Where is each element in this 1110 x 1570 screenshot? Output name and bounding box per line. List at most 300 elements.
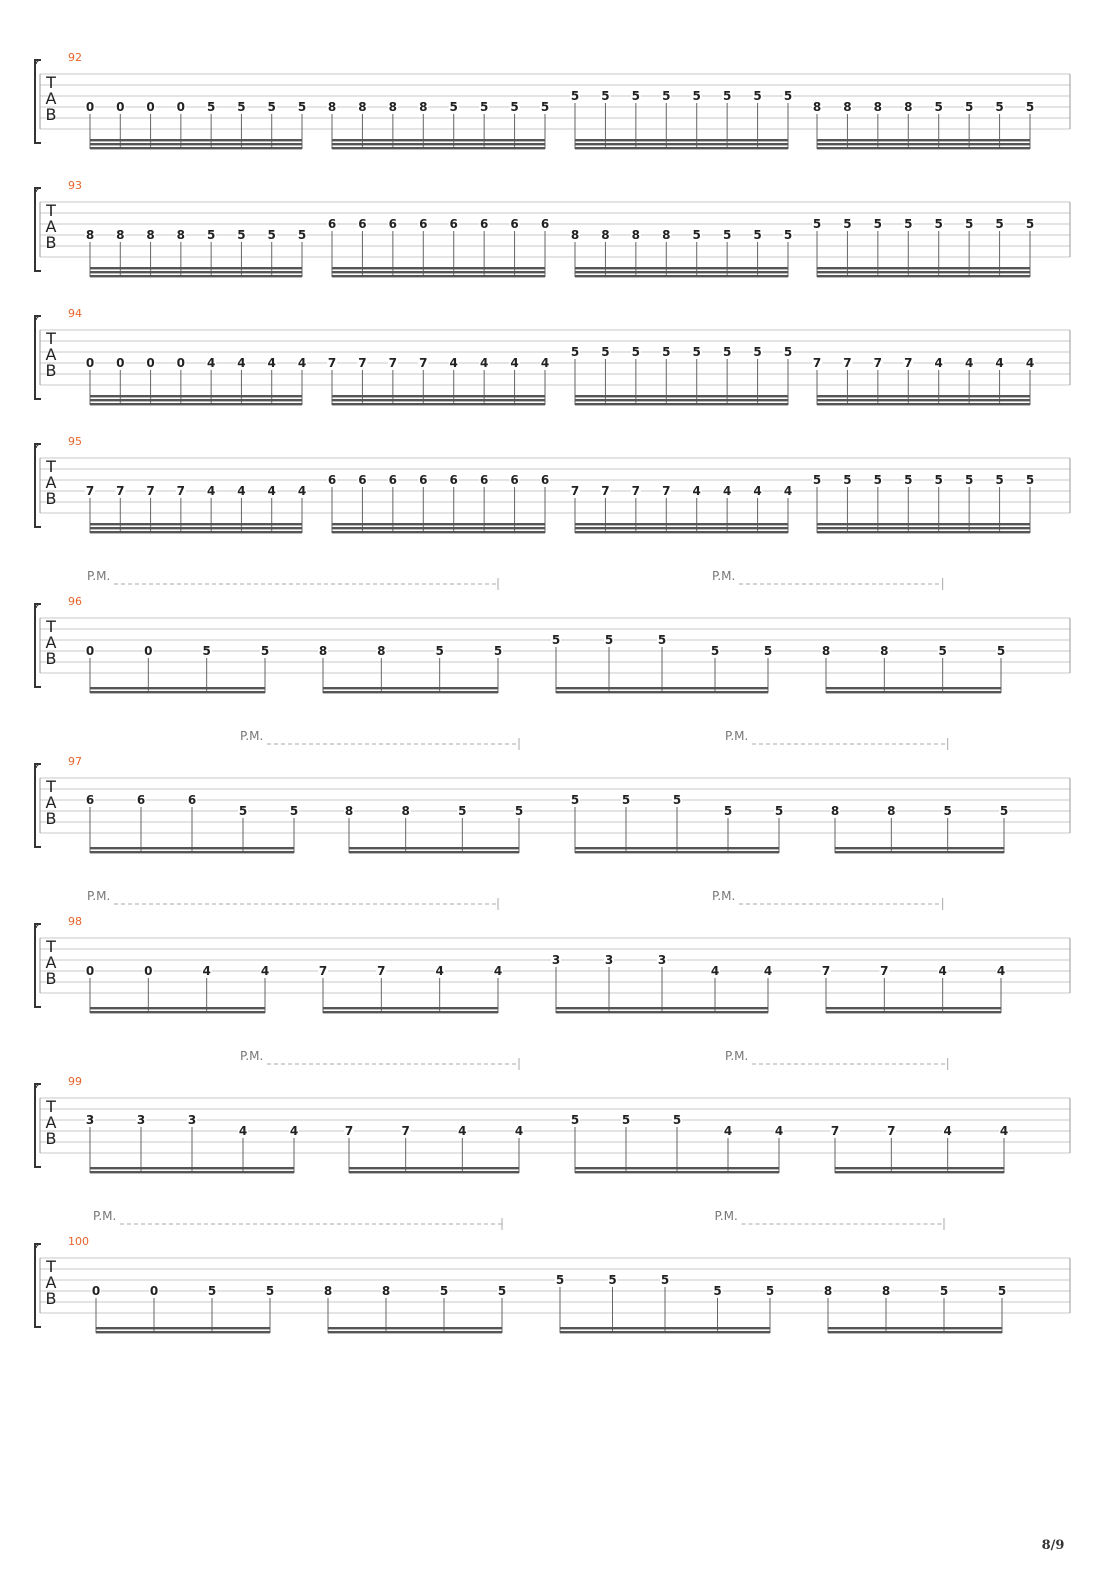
beam (323, 1007, 498, 1009)
fret-number: 5 (449, 100, 458, 114)
fret-number: 5 (662, 89, 671, 103)
fret-number: 4 (996, 964, 1006, 978)
beam (90, 1011, 265, 1013)
fret-number: 4 (237, 484, 246, 498)
fret-number: 7 (85, 484, 95, 498)
fret-number: 5 (604, 633, 614, 647)
fret-number: 5 (555, 1273, 565, 1287)
fret-number: 0 (146, 100, 155, 114)
fret-number: 5 (964, 217, 974, 231)
fret-number: 5 (265, 1284, 275, 1298)
fret-number: 0 (146, 356, 155, 370)
tab-clef-letter: B (45, 489, 57, 508)
beam (826, 687, 1001, 689)
fret-number: 0 (85, 100, 95, 114)
fret-number: 0 (91, 1284, 101, 1298)
fret-number: 4 (710, 964, 720, 978)
fret-number: 7 (601, 484, 610, 498)
tab-clef-letter: T (46, 329, 56, 348)
fret-number: 3 (551, 953, 561, 967)
palm-mute-label: P.M. (87, 889, 111, 903)
palm-mute-label: P.M. (714, 1209, 738, 1223)
fret-number: 0 (176, 356, 186, 370)
fret-number: 5 (608, 1273, 617, 1287)
measure-number: 92 (68, 51, 82, 64)
fret-number: 8 (116, 228, 125, 242)
beam (332, 147, 545, 149)
fret-number: 5 (662, 345, 671, 359)
beam (575, 271, 788, 273)
fret-number: 5 (996, 644, 1006, 658)
fret-number: 5 (783, 345, 793, 359)
fret-number: 5 (570, 345, 580, 359)
fret-number: 7 (377, 964, 386, 978)
fret-number: 4 (267, 356, 276, 370)
fret-number: 7 (570, 484, 580, 498)
measure-number: 99 (68, 1075, 82, 1088)
beam (90, 851, 294, 853)
beam (556, 1007, 768, 1009)
palm-mute-label: P.M. (240, 1049, 264, 1063)
beam (332, 399, 545, 401)
beam (332, 271, 545, 273)
fret-number: 6 (479, 217, 489, 231)
fret-number: 8 (887, 804, 896, 818)
fret-number: 8 (358, 100, 367, 114)
palm-mute-label: P.M. (725, 1049, 749, 1063)
fret-number: 5 (783, 89, 793, 103)
fret-number: 7 (830, 1124, 840, 1138)
beam (817, 523, 1030, 525)
beam (328, 1331, 502, 1333)
fret-number: 5 (753, 89, 762, 103)
fret-number: 5 (722, 89, 732, 103)
fret-number: 0 (144, 964, 153, 978)
beam (826, 1007, 1001, 1009)
beam (575, 395, 788, 397)
fret-number: 7 (116, 484, 125, 498)
measure-number: 97 (68, 755, 82, 768)
fret-number: 5 (753, 228, 762, 242)
beam (817, 271, 1030, 273)
fret-number: 6 (479, 473, 489, 487)
fret-number: 8 (881, 1284, 891, 1298)
beam (332, 527, 545, 529)
fret-number: 7 (419, 356, 428, 370)
fret-number: 5 (289, 804, 299, 818)
fret-number: 8 (146, 228, 155, 242)
tab-clef-letter: T (46, 73, 56, 92)
tab-clef-letter: T (46, 457, 56, 476)
fret-number: 4 (722, 484, 732, 498)
fret-number: 4 (238, 1124, 248, 1138)
fret-number: 7 (388, 356, 398, 370)
fret-number: 4 (237, 356, 246, 370)
fret-number: 6 (419, 473, 428, 487)
fret-number: 5 (621, 1113, 631, 1127)
fret-number: 4 (479, 356, 489, 370)
fret-number: 6 (388, 217, 398, 231)
fret-number: 5 (939, 1284, 949, 1298)
beam (332, 395, 545, 397)
fret-number: 6 (136, 793, 146, 807)
fret-number: 8 (904, 100, 913, 114)
palm-mute-label: P.M. (240, 729, 264, 743)
fret-number: 7 (358, 356, 367, 370)
beam (560, 1331, 770, 1333)
fret-number: 0 (176, 100, 186, 114)
tab-clef-letter: A (45, 953, 57, 972)
beam (817, 395, 1030, 397)
fret-number: 5 (202, 644, 211, 658)
fret-number: 3 (136, 1113, 146, 1127)
tab-clef-letter: B (45, 969, 57, 988)
fret-number: 5 (722, 345, 732, 359)
beam (835, 847, 1004, 849)
fret-number: 4 (995, 356, 1004, 370)
fret-number: 7 (821, 964, 831, 978)
fret-number: 4 (774, 1124, 784, 1138)
fret-number: 5 (710, 644, 720, 658)
fret-number: 6 (449, 217, 458, 231)
beam (90, 691, 265, 693)
beam (817, 275, 1030, 277)
tab-clef-letter: B (45, 1289, 57, 1308)
fret-number: 7 (146, 484, 155, 498)
fret-number: 6 (449, 473, 458, 487)
fret-number: 5 (1025, 473, 1035, 487)
beam (817, 403, 1030, 405)
fret-number: 5 (765, 1284, 775, 1298)
beam (575, 527, 788, 529)
fret-number: 4 (753, 484, 762, 498)
fret-number: 5 (873, 473, 883, 487)
beam (575, 275, 788, 277)
tab-clef-letter: A (45, 1273, 57, 1292)
fret-number: 5 (692, 345, 701, 359)
beam (332, 403, 545, 405)
fret-number: 4 (510, 356, 519, 370)
fret-number: 5 (238, 804, 248, 818)
beam (556, 691, 768, 693)
fret-number: 5 (540, 100, 550, 114)
fret-number: 5 (672, 793, 682, 807)
fret-number: 4 (723, 1124, 733, 1138)
beam (817, 139, 1030, 141)
fret-number: 5 (237, 100, 246, 114)
fret-number: 5 (493, 644, 503, 658)
fret-number: 7 (812, 356, 822, 370)
fret-number: 4 (206, 484, 216, 498)
tab-clef-letter: A (45, 473, 57, 492)
fret-number: 6 (358, 217, 367, 231)
fret-number: 5 (514, 804, 524, 818)
beam (90, 1171, 294, 1173)
beam (90, 275, 302, 277)
fret-number: 5 (722, 228, 732, 242)
measure-number: 98 (68, 915, 82, 928)
fret-number: 4 (1025, 356, 1035, 370)
beam (349, 851, 519, 853)
fret-number: 4 (540, 356, 550, 370)
fret-number: 8 (830, 804, 840, 818)
fret-number: 4 (449, 356, 458, 370)
fret-number: 5 (904, 473, 913, 487)
beam (349, 1171, 519, 1173)
fret-number: 4 (206, 356, 216, 370)
fret-number: 5 (934, 473, 943, 487)
measure-number: 94 (68, 307, 82, 320)
fret-number: 5 (783, 228, 793, 242)
beam (332, 139, 545, 141)
fret-number: 5 (551, 633, 561, 647)
beam (575, 147, 788, 149)
measure-number: 100 (68, 1235, 89, 1248)
fret-number: 5 (510, 100, 519, 114)
beam (90, 395, 302, 397)
fret-number: 8 (873, 100, 883, 114)
beam (96, 1331, 270, 1333)
beam (323, 687, 498, 689)
fret-number: 0 (144, 644, 153, 658)
fret-number: 4 (692, 484, 701, 498)
fret-number: 8 (812, 100, 822, 114)
fret-number: 5 (995, 100, 1004, 114)
fret-number: 5 (1025, 217, 1035, 231)
fret-number: 5 (260, 644, 270, 658)
fret-number: 8 (570, 228, 580, 242)
fret-number: 4 (964, 356, 974, 370)
fret-number: 5 (904, 217, 913, 231)
beam (575, 267, 788, 269)
fret-number: 5 (297, 100, 307, 114)
fret-number: 5 (570, 1113, 580, 1127)
beam (349, 847, 519, 849)
fret-number: 6 (510, 473, 519, 487)
tab-clef-letter: T (46, 1257, 56, 1276)
fret-number: 4 (763, 964, 773, 978)
fret-number: 5 (753, 345, 762, 359)
fret-number: 6 (358, 473, 367, 487)
beam (575, 139, 788, 141)
fret-number: 5 (964, 100, 974, 114)
beam (96, 1327, 270, 1329)
beam (828, 1327, 1002, 1329)
fret-number: 4 (267, 484, 276, 498)
fret-number: 5 (435, 644, 444, 658)
fret-number: 8 (318, 644, 328, 658)
fret-number: 4 (934, 356, 943, 370)
palm-mute-label: P.M. (87, 569, 111, 583)
fret-number: 5 (631, 89, 641, 103)
fret-number: 5 (843, 473, 852, 487)
beam (575, 523, 788, 525)
fret-number: 8 (176, 228, 186, 242)
fret-number: 6 (327, 217, 337, 231)
fret-number: 0 (85, 964, 95, 978)
fret-number: 5 (873, 217, 883, 231)
fret-number: 0 (116, 100, 125, 114)
beam (90, 1167, 294, 1169)
beam (332, 143, 545, 145)
beam (323, 691, 498, 693)
tab-clef-letter: B (45, 361, 57, 380)
beam (575, 531, 788, 533)
fret-number: 7 (904, 356, 913, 370)
fret-number: 0 (149, 1284, 159, 1298)
fret-number: 5 (267, 228, 276, 242)
fret-number: 3 (604, 953, 614, 967)
fret-number: 5 (570, 89, 580, 103)
fret-number: 5 (458, 804, 467, 818)
fret-number: 7 (662, 484, 671, 498)
fret-number: 5 (692, 228, 701, 242)
beam (835, 851, 1004, 853)
fret-number: 4 (202, 964, 211, 978)
fret-number: 5 (999, 804, 1009, 818)
fret-number: 5 (497, 1284, 507, 1298)
fret-number: 8 (323, 1284, 333, 1298)
beam (90, 143, 302, 145)
fret-number: 8 (344, 804, 354, 818)
fret-number: 3 (657, 953, 667, 967)
fret-number: 0 (116, 356, 125, 370)
fret-number: 6 (540, 217, 550, 231)
beam (90, 403, 302, 405)
fret-number: 5 (206, 100, 216, 114)
tab-clef-letter: B (45, 105, 57, 124)
fret-number: 5 (267, 100, 276, 114)
beam (90, 147, 302, 149)
fret-number: 0 (85, 356, 95, 370)
fret-number: 7 (887, 1124, 896, 1138)
fret-number: 4 (783, 484, 793, 498)
beam (332, 267, 545, 269)
fret-number: 7 (344, 1124, 354, 1138)
fret-number: 5 (206, 228, 216, 242)
tab-clef-letter: A (45, 633, 57, 652)
fret-number: 0 (85, 644, 95, 658)
fret-number: 7 (631, 484, 641, 498)
fret-number: 5 (1025, 100, 1035, 114)
fret-number: 5 (934, 217, 943, 231)
fret-number: 5 (207, 1284, 217, 1298)
fret-number: 6 (419, 217, 428, 231)
fret-number: 5 (621, 793, 631, 807)
tab-clef-letter: A (45, 1113, 57, 1132)
fret-number: 5 (812, 217, 822, 231)
fret-number: 5 (631, 345, 641, 359)
fret-number: 7 (318, 964, 328, 978)
fret-number: 4 (938, 964, 947, 978)
fret-number: 3 (187, 1113, 197, 1127)
beam (90, 271, 302, 273)
beam (328, 1327, 502, 1329)
fret-number: 5 (439, 1284, 449, 1298)
beam (575, 1167, 779, 1169)
beam (575, 399, 788, 401)
fret-number: 4 (297, 484, 307, 498)
beam (575, 851, 779, 853)
fret-number: 8 (821, 644, 831, 658)
beam (835, 1167, 1004, 1169)
fret-number: 4 (493, 964, 503, 978)
beam (90, 687, 265, 689)
fret-number: 4 (458, 1124, 467, 1138)
fret-number: 5 (774, 804, 784, 818)
measure-number: 93 (68, 179, 82, 192)
beam (556, 1011, 768, 1013)
fret-number: 5 (660, 1273, 670, 1287)
fret-number: 8 (880, 644, 889, 658)
beam (556, 687, 768, 689)
fret-number: 5 (672, 1113, 682, 1127)
beam (817, 527, 1030, 529)
beam (349, 1167, 519, 1169)
fret-number: 3 (85, 1113, 95, 1127)
tab-clef-letter: B (45, 1129, 57, 1148)
fret-number: 6 (388, 473, 398, 487)
beam (90, 527, 302, 529)
beam (90, 399, 302, 401)
fret-number: 4 (514, 1124, 524, 1138)
beam (817, 147, 1030, 149)
tab-clef-letter: T (46, 777, 56, 796)
fret-number: 4 (297, 356, 307, 370)
palm-mute-label: P.M. (712, 569, 736, 583)
tab-clef-letter: T (46, 1097, 56, 1116)
tab-clef-letter: A (45, 89, 57, 108)
fret-number: 7 (327, 356, 337, 370)
fret-number: 8 (388, 100, 398, 114)
fret-number: 5 (657, 633, 667, 647)
beam (90, 267, 302, 269)
beam (575, 1171, 779, 1173)
measure-number: 95 (68, 435, 82, 448)
fret-number: 4 (260, 964, 270, 978)
palm-mute-label: P.M. (725, 729, 749, 743)
fret-number: 5 (938, 644, 947, 658)
beam (90, 139, 302, 141)
fret-number: 4 (289, 1124, 299, 1138)
fret-number: 8 (662, 228, 671, 242)
fret-number: 5 (601, 345, 610, 359)
fret-number: 5 (812, 473, 822, 487)
fret-number: 7 (880, 964, 889, 978)
fret-number: 4 (943, 1124, 952, 1138)
page-number: 8/9 (1041, 1538, 1065, 1553)
fret-number: 5 (995, 217, 1004, 231)
tab-clef-letter: T (46, 937, 56, 956)
tab-clef-letter: B (45, 649, 57, 668)
tab-clef-letter: T (46, 201, 56, 220)
palm-mute-label: P.M. (93, 1209, 117, 1223)
fret-number: 5 (723, 804, 733, 818)
fret-number: 6 (327, 473, 337, 487)
fret-number: 6 (85, 793, 95, 807)
fret-number: 7 (176, 484, 186, 498)
beam (90, 531, 302, 533)
beam (332, 531, 545, 533)
fret-number: 5 (297, 228, 307, 242)
beam (835, 1171, 1004, 1173)
fret-number: 5 (601, 89, 610, 103)
fret-number: 6 (187, 793, 197, 807)
fret-number: 5 (570, 793, 580, 807)
beam (323, 1011, 498, 1013)
fret-number: 5 (997, 1284, 1007, 1298)
fret-number: 6 (540, 473, 550, 487)
